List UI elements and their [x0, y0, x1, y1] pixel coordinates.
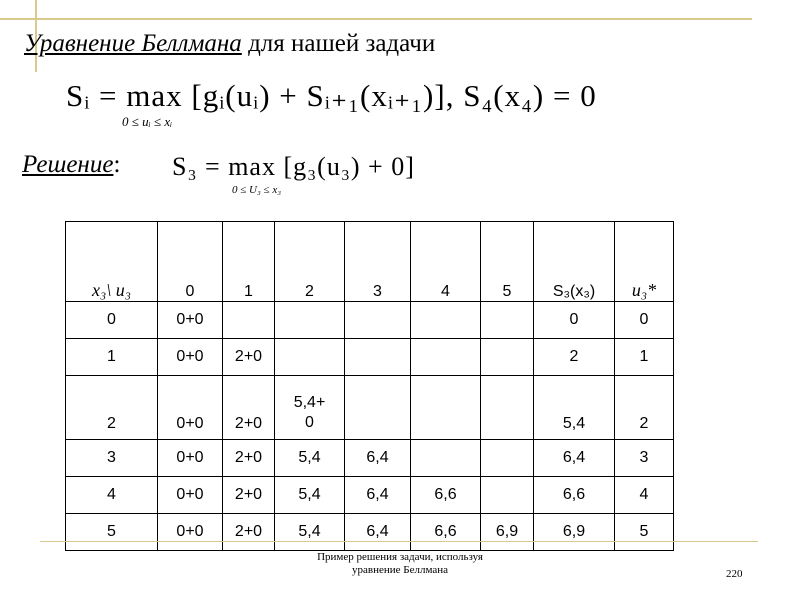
- table-cell: 2+0: [223, 477, 275, 514]
- solution-equation-constraint: 0 ≤ U₃ ≤ x₃: [232, 184, 282, 196]
- table-cell: 5,4: [275, 514, 345, 551]
- table-cell: 2+0: [223, 440, 275, 477]
- table-row: [66, 339, 674, 376]
- table-row: [66, 477, 674, 514]
- header-cell: 3: [345, 222, 411, 302]
- table-cell: 0: [534, 302, 615, 339]
- table-cell: 0+0: [158, 339, 223, 376]
- table-cell: 0+0: [158, 376, 223, 440]
- table-cell: 5: [66, 514, 158, 551]
- table-cell: [223, 302, 275, 339]
- table-cell: 5,4: [534, 376, 615, 440]
- header-cell: x₃\ u₃: [66, 222, 158, 302]
- table-cell: [481, 376, 534, 440]
- table-cell: [481, 440, 534, 477]
- table-cell: [481, 477, 534, 514]
- table-cell: 3: [615, 440, 674, 477]
- table-cell: 5: [615, 514, 674, 551]
- header-cell: 0: [158, 222, 223, 302]
- table-cell: 0+0: [158, 302, 223, 339]
- table-cell: [481, 339, 534, 376]
- table-cell: 6,6: [534, 477, 615, 514]
- footer-line-2: уравнение Беллмана: [352, 564, 448, 576]
- table-cell: [275, 302, 345, 339]
- slide-footer: [270, 551, 530, 577]
- table-row: [66, 302, 674, 339]
- table-cell: 4: [66, 477, 158, 514]
- table-cell: 6,4: [534, 440, 615, 477]
- table-row: [66, 514, 674, 551]
- title-rest: для нашей задачи: [241, 30, 436, 57]
- solution-equation: S₃ = max [g₃(u₃) + 0]: [172, 152, 415, 181]
- table-cell: 2+0: [223, 376, 275, 440]
- table-cell: 0: [66, 302, 158, 339]
- solution-label: [22, 151, 120, 179]
- table-cell: 2: [66, 376, 158, 440]
- table-cell: 5,4: [275, 477, 345, 514]
- table-cell: [481, 302, 534, 339]
- table-cell: 0+0: [158, 514, 223, 551]
- footer-rule: [40, 541, 758, 542]
- table-cell: [411, 376, 481, 440]
- table-cell: [345, 302, 411, 339]
- table-cell: 2+0: [223, 514, 275, 551]
- bellman-equation: Sᵢ = max [gᵢ(uᵢ) + Sᵢ₊₁(xᵢ₊₁)], S₄(x₄) = 0: [66, 78, 597, 113]
- table-cell: 0+0: [158, 477, 223, 514]
- table-cell: 6,9: [534, 514, 615, 551]
- table-cell: 1: [66, 339, 158, 376]
- table-cell: [411, 339, 481, 376]
- table-cell: [345, 376, 411, 440]
- table-row: [66, 376, 674, 440]
- header-cell: S₃(x₃): [534, 222, 615, 302]
- table-cell: 4: [615, 477, 674, 514]
- solution-colon: :: [113, 151, 121, 178]
- table-cell: 1: [615, 339, 674, 376]
- table-cell: 6,4: [345, 477, 411, 514]
- table-row: [66, 440, 674, 477]
- title-underlined-part: Уравнение Беллмана: [24, 30, 242, 57]
- header-cell: u₃*: [615, 222, 674, 302]
- table-cell: 6,6: [411, 514, 481, 551]
- table-cell: 6,4: [345, 440, 411, 477]
- table-cell: [345, 339, 411, 376]
- table-cell: 2: [534, 339, 615, 376]
- table-cell: 0: [615, 302, 674, 339]
- solution-word: Решение: [22, 151, 114, 178]
- header-cell: 2: [275, 222, 345, 302]
- table-cell: 2: [615, 376, 674, 440]
- page-number: 220: [726, 568, 743, 580]
- slide-title: [24, 30, 435, 58]
- table-cell: 6,9: [481, 514, 534, 551]
- table-cell: 6,6: [411, 477, 481, 514]
- table-body: [66, 222, 674, 551]
- table-cell: 5,4: [275, 440, 345, 477]
- table-cell: [275, 339, 345, 376]
- table-cell: 2+0: [223, 339, 275, 376]
- table-cell: [411, 440, 481, 477]
- header-cell: 4: [411, 222, 481, 302]
- header-cell: 5: [481, 222, 534, 302]
- decorative-horizontal-rule: [0, 18, 752, 20]
- table-cell: 3: [66, 440, 158, 477]
- header-cell: 1: [223, 222, 275, 302]
- bellman-equation-constraint: 0 ≤ uᵢ ≤ xᵢ: [122, 114, 173, 129]
- table-cell: 5,4+ 0: [275, 376, 345, 440]
- table-cell: 0+0: [158, 440, 223, 477]
- solution-table: [65, 221, 674, 551]
- table-header-row: [66, 222, 674, 302]
- table-cell: 6,4: [345, 514, 411, 551]
- footer-line-1: Пример решения задачи, используя: [317, 551, 483, 563]
- table-cell: [411, 302, 481, 339]
